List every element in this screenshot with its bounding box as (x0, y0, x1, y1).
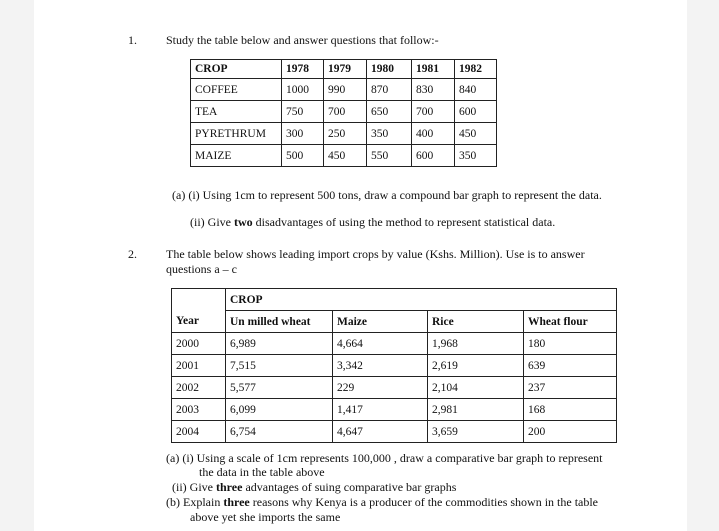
empty-cell (172, 289, 226, 311)
table-cell: 450 (455, 123, 497, 145)
table-cell: 990 (324, 79, 367, 101)
table-cell: 7,515 (226, 355, 333, 377)
table-cell: 237 (524, 377, 617, 399)
table-cell: 168 (524, 399, 617, 421)
table-cell: 6,989 (226, 333, 333, 355)
header-cell: Maize (333, 311, 428, 333)
table-cell: 200 (524, 421, 617, 443)
header-cell: Un milled wheat (226, 311, 333, 333)
table-cell: 2,619 (428, 355, 524, 377)
header-cell: CROP (191, 60, 282, 79)
table-row (191, 79, 497, 101)
table-cell: 3,342 (333, 355, 428, 377)
table-cell: 4,647 (333, 421, 428, 443)
table-cell: 6,754 (226, 421, 333, 443)
table-cell: 1,968 (428, 333, 524, 355)
question-2-part-b-line-2: above yet she imports the same (190, 510, 341, 524)
table-cell: 870 (367, 79, 412, 101)
table-cell: TEA (191, 101, 282, 123)
table-header-row (172, 311, 617, 333)
crop-production-table (190, 59, 497, 167)
table-group-header-row (172, 289, 617, 311)
table-cell: 1000 (282, 79, 324, 101)
table-header-row (191, 60, 497, 79)
table-cell: 830 (412, 79, 455, 101)
table-cell: 840 (455, 79, 497, 101)
table-cell: 700 (412, 101, 455, 123)
table-row (172, 377, 617, 399)
table-cell: 500 (282, 145, 324, 167)
question-1-instruction: Study the table below and answer questions that follow:- (166, 33, 439, 47)
question-2-part-b (166, 495, 598, 510)
table-cell: 350 (367, 123, 412, 145)
question-1-part-a-i: (a) (i) Using 1cm to represent 500 tons, draw a compound bar graph to represent the data. (172, 188, 602, 202)
table-cell: 250 (324, 123, 367, 145)
question-2-part-a-i-line-2: the data in the table above (199, 465, 325, 479)
text-segment: (b) Explain (166, 495, 224, 509)
table-row (191, 101, 497, 123)
crop-group-header: CROP (226, 289, 617, 311)
table-cell: COFFEE (191, 79, 282, 101)
table-cell: 2000 (172, 333, 226, 355)
header-cell: Year (172, 311, 226, 333)
question-2-number: 2. (128, 247, 137, 261)
table-row (172, 355, 617, 377)
text-segment: disadvantages of using the method to represent statistical data. (252, 215, 556, 229)
table-cell: 229 (333, 377, 428, 399)
table-cell: 180 (524, 333, 617, 355)
table-cell: 3,659 (428, 421, 524, 443)
table-row (191, 145, 497, 167)
question-1-number: 1. (128, 33, 137, 47)
table-row (172, 421, 617, 443)
question-2-part-a-i-line-1: (a) (i) Using a scale of 1cm represents 100,000 , draw a comparative bar graph to represent (166, 451, 603, 465)
table-row (172, 399, 617, 421)
import-crops-table (171, 288, 617, 443)
question-2-part-a-ii (172, 480, 456, 495)
table-cell: 450 (324, 145, 367, 167)
table-cell: MAIZE (191, 145, 282, 167)
table-cell: 2004 (172, 421, 226, 443)
table-cell: 550 (367, 145, 412, 167)
text-segment: advantages of suing comparative bar graphs (242, 480, 457, 494)
header-cell: 1982 (455, 60, 497, 79)
table-cell: 650 (367, 101, 412, 123)
header-cell: Rice (428, 311, 524, 333)
text-segment: reasons why Kenya is a producer of the commodities shown in the table (249, 495, 599, 509)
table-cell: 2,104 (428, 377, 524, 399)
table-cell: 639 (524, 355, 617, 377)
table-cell: 400 (412, 123, 455, 145)
emphasis-text: three (216, 480, 243, 494)
table-cell: 300 (282, 123, 324, 145)
table-cell: 6,099 (226, 399, 333, 421)
table-cell: 4,664 (333, 333, 428, 355)
table-cell: 600 (455, 101, 497, 123)
header-cell: Wheat flour (524, 311, 617, 333)
table-cell: PYRETHRUM (191, 123, 282, 145)
question-2-intro-line-2: questions a – c (166, 262, 237, 276)
table-cell: 2002 (172, 377, 226, 399)
question-2-intro-line-1: The table below shows leading import crops by value (Kshs. Million). Use is to answer (166, 247, 585, 261)
emphasis-text: two (234, 215, 253, 229)
table-cell: 5,577 (226, 377, 333, 399)
header-cell: 1979 (324, 60, 367, 79)
table-cell: 1,417 (333, 399, 428, 421)
table-cell: 700 (324, 101, 367, 123)
table-cell: 750 (282, 101, 324, 123)
text-segment: (ii) Give (172, 480, 216, 494)
question-1-part-a-ii (190, 215, 555, 230)
table-cell: 350 (455, 145, 497, 167)
table-cell: 2,981 (428, 399, 524, 421)
header-cell: 1981 (412, 60, 455, 79)
table-cell: 600 (412, 145, 455, 167)
table-row (191, 123, 497, 145)
text-segment: (ii) Give (190, 215, 234, 229)
table-cell: 2001 (172, 355, 226, 377)
emphasis-text: three (223, 495, 250, 509)
header-cell: 1980 (367, 60, 412, 79)
table-cell: 2003 (172, 399, 226, 421)
table-row (172, 333, 617, 355)
header-cell: 1978 (282, 60, 324, 79)
